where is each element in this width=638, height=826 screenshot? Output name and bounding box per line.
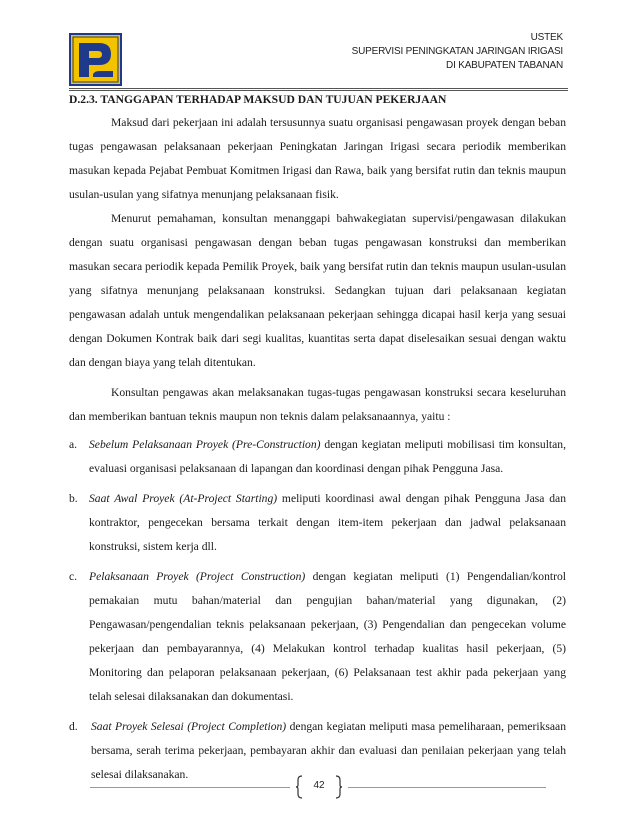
paragraph-understanding: Menurut pemahaman, konsultan menanggapi bahwakegiatan supervisi/pengawasan dilakukan dengan suatu organisasi pengawasan dengan beban tugas pengawasan konstruksi dan memberikan masukan secara periodik kepada Pemilik Proyek, baik yang bersifat rutin dan teknis maupun usulan-usulan yang sifatnya menunjang pelaksanaan konstruksi. Sedangkan tujuan dari pelaksanaan kegiatan pengawasan adalah untuk mengendalikan pelaksanaan pekerjaan sehingga dicapai hasil kerja yang sesuai dengan Dokumen Kontrak baik dari segi kualitas, kuantitas serta dapat diselesaikan sesuai dengan waktu dan dengan biaya yang telah ditentukan. [69,212,566,369]
list-item-phase: Saat Awal Proyek (At-Project Starting) [89,492,278,505]
paragraph-purpose: Maksud dari pekerjaan ini adalah tersusunnya suatu organisasi pengawasan proyek dengan beban tugas pengawasan pelaksanaan pekerjaan Peningkatan Jaringan Irigasi secara periodik memberikan masukan kepada Pejabat Pembuat Komitmen Irigasi dan Rawa, baik yang bersifat rutin dan teknis maupun usulan-usulan yang sifatnya menunjang pelaksanaan fisik. [69,116,566,201]
header-rule [69,88,568,89]
list-marker: c. [69,570,78,583]
list-item [69,487,566,559]
list-marker: a. [69,438,78,451]
list-item-phase: Pelaksanaan Proyek (Project Construction) [89,570,306,583]
list-marker: b. [69,492,78,505]
footer-rule-right [348,787,546,788]
paragraph-tasks-intro: Konsultan pengawas akan melaksanakan tugas-tugas pengawasan konstruksi secara keseluruhan dan memberikan bantuan teknis maupun non teknis dalam pelaksanaannya, yaitu : [69,386,566,423]
header-rule-thin [69,90,568,91]
header-org: USTEK [530,32,563,43]
list-item-text: meliputi koordinasi awal dengan pihak Pengguna Jasa dan kontraktor, pengecekan bersama terkait dengan item-item pekerjaan dan jadwal pelaksanaan konstruksi, sistem kerja dll. [89,492,566,553]
list-item [69,433,566,481]
list-item-text: dengan kegiatan meliputi (1) Pengendalian/kontrol pemakaian mutu bahan/material dan pengujian bahan/material yang digunakan, (2) Pengawasan/pengendalian teknis pelaksanaan pekerjaan, (3) Pengendalian dan pengecekan volume pekerjaan dan pembayarannya, (4) Melakukan kontrol terhadap kualitas hasil pekerjaan, (5) Monitoring dan pelaporan pelaksanaan pekerjaan, (6) Pelaksanaan test akhir pada pekerjaan yang telah selesai dilaksanakan dan dokumentasi. [89,570,566,703]
list-item-text: dengan kegiatan meliputi mobilisasi tim konsultan, evaluasi organisasi pelaksanaan di lapangan dan koordinasi dengan pihak Pengguna Jasa. [89,438,566,475]
footer-rule-left [90,787,290,788]
list-item [69,565,566,709]
section-heading: D.2.3. TANGGAPAN TERHADAP MAKSUD DAN TUJUAN PEKERJAAN [69,93,447,106]
list-item-phase: Sebelum Pelaksanaan Proyek (Pre-Construction) [89,438,321,451]
page-number: 42 [313,780,325,791]
list-item-text: dengan kegiatan meliputi masa pemeliharaan, pemeriksaan bersama, serah terima pekerjaan, pembayaran akhir dan evaluasi dan penilaian pekerjaan yang telah selesai dilaksanakan. [91,720,567,781]
header-location: DI KABUPATEN TABANAN [446,60,563,71]
list-item-phase: Saat Proyek Selesai (Project Completion) [91,720,287,733]
section-content [69,92,566,787]
document-header [352,31,563,73]
page-number-box [296,775,342,799]
ministry-logo-icon [69,33,122,86]
list-marker: d. [69,720,78,733]
header-project-title: SUPERVISI PENINGKATAN JARINGAN IRIGASI [351,46,563,57]
